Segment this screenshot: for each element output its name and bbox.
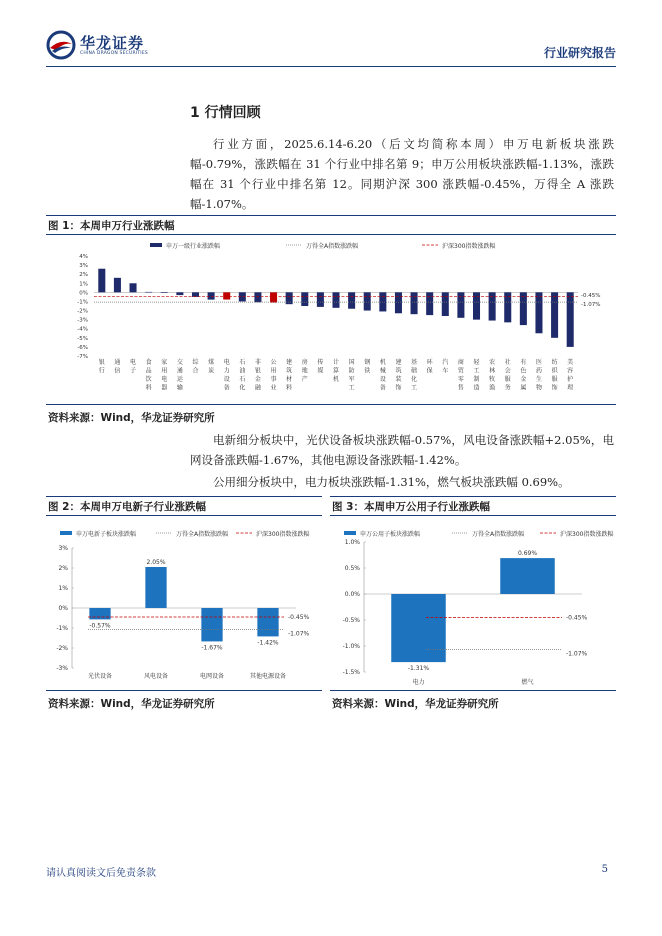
x-tick-label-char: 传 bbox=[317, 359, 324, 366]
brand-name-cn: 华龙证券 bbox=[80, 33, 145, 52]
hs300-label: -0.45% bbox=[581, 292, 601, 299]
x-tick-label-char: 事 bbox=[270, 376, 277, 383]
y-tick-label: 3% bbox=[58, 545, 68, 552]
fig2-source: 资料来源：Wind，华龙证券研究所 bbox=[48, 698, 215, 710]
legend-label-hs300: 沪深300指数涨跌幅 bbox=[560, 531, 614, 538]
x-tick-label-char: 交 bbox=[176, 359, 183, 366]
report-type: 行业研究报告 bbox=[543, 46, 616, 60]
x-tick-label-char: 计 bbox=[332, 359, 340, 366]
bar-非银金融 bbox=[254, 292, 261, 302]
x-tick-label-char: 通 bbox=[114, 359, 121, 366]
y-tick-label: 0.5% bbox=[344, 565, 360, 572]
x-tick-label-char: 电 bbox=[130, 359, 137, 366]
bar-社会服务 bbox=[504, 292, 511, 322]
data-label-其他电源设备: -1.42% bbox=[257, 639, 279, 647]
x-tick-label-char: 属 bbox=[520, 384, 527, 392]
bar-传媒 bbox=[317, 292, 324, 307]
x-tick-label-char: 公 bbox=[270, 359, 277, 366]
legend-label-wind-a: 万得全A指数涨跌幅 bbox=[472, 531, 525, 538]
x-tick-label-char: 零 bbox=[457, 376, 464, 383]
bar-燃气 bbox=[500, 558, 555, 594]
wind-a-label: -1.07% bbox=[566, 650, 588, 658]
x-tick-label-char: 融 bbox=[254, 384, 261, 392]
legend-bar-swatch bbox=[344, 531, 356, 535]
x-tick-label-char: 设 bbox=[379, 376, 386, 383]
y-tick-label: -2% bbox=[77, 308, 88, 315]
y-tick-label: 2% bbox=[79, 272, 88, 279]
fig2-bottom-rule bbox=[46, 690, 322, 691]
x-tick-label-char: 社 bbox=[504, 359, 511, 366]
x-tick-label-电网设备: 电网设备 bbox=[199, 673, 225, 680]
data-label-光伏设备: -0.57% bbox=[89, 622, 111, 630]
y-tick-label: -1.5% bbox=[342, 669, 360, 676]
x-tick-label-char: 钢 bbox=[364, 359, 371, 366]
bar-电力设备 bbox=[223, 292, 230, 299]
y-tick-label: -2% bbox=[56, 645, 68, 652]
y-tick-label: 1.0% bbox=[344, 539, 360, 546]
x-tick-label-char: 务 bbox=[504, 384, 511, 392]
x-tick-label-char: 础 bbox=[411, 367, 418, 375]
x-tick-label-char: 国 bbox=[348, 359, 355, 366]
x-tick-label-char: 器 bbox=[161, 384, 168, 392]
bar-光伏设备 bbox=[89, 608, 110, 619]
x-tick-label-char: 商 bbox=[457, 359, 464, 366]
x-tick-label-char: 家 bbox=[161, 359, 168, 366]
x-tick-label-char: 设 bbox=[223, 376, 230, 383]
paragraph-industry: 行业方面，2025.6.14-6.20（后文均简称本周）申万电新板块涨跌幅-0.79%，涨跌幅在 31 个行业中排名第 9；申万公用板块涨跌幅-1.13%，涨跌幅在 31 个行业中排名第 12。同期沪深 300 涨跌幅-0.45%，万得全 A 涨跌幅-1.07%。 bbox=[190, 137, 614, 211]
fig3-bottom-rule bbox=[330, 690, 616, 691]
x-tick-label-char: 饮 bbox=[145, 376, 152, 383]
x-tick-label-char: 电 bbox=[161, 376, 168, 383]
x-tick-label-char: 品 bbox=[145, 367, 152, 375]
x-tick-label-char: 筑 bbox=[286, 367, 293, 375]
wind-a-label: -1.07% bbox=[581, 302, 601, 309]
legend-label-sector: 申万公用子板块涨跌幅 bbox=[360, 531, 421, 538]
x-tick-label-char: 环 bbox=[426, 359, 433, 366]
x-tick-label-char: 纺 bbox=[551, 359, 558, 366]
fig1-top-rule bbox=[46, 215, 616, 216]
x-tick-label-char: 物 bbox=[535, 384, 542, 392]
fig2-caption: 图 2：本周申万电新子行业涨跌幅 bbox=[48, 501, 206, 513]
hs300-label: -0.45% bbox=[288, 614, 310, 621]
bar-其他电源设备 bbox=[257, 608, 278, 636]
bar-电力 bbox=[391, 594, 446, 662]
header-divider bbox=[46, 66, 616, 67]
x-tick-label-char: 牧 bbox=[489, 376, 496, 383]
paragraph-utilities: 公用细分板块中，电力板块涨跌幅-1.31%，燃气板块涨跌幅 0.69%。 bbox=[213, 475, 570, 489]
bar-石油石化 bbox=[239, 292, 246, 301]
legend-label-hs300: 沪深300指数涨跌幅 bbox=[442, 243, 496, 250]
x-tick-label-char: 算 bbox=[332, 367, 340, 375]
x-tick-label-光伏设备: 光伏设备 bbox=[87, 673, 113, 680]
x-tick-label-char: 基 bbox=[411, 359, 418, 366]
x-tick-label-char: 媒 bbox=[317, 367, 324, 375]
fig3-caption-rule bbox=[330, 515, 616, 516]
bar-银行 bbox=[98, 269, 105, 293]
data-label-电网设备: -1.67% bbox=[201, 644, 223, 652]
y-tick-label: 2% bbox=[58, 565, 68, 572]
x-tick-label-char: 金 bbox=[520, 376, 527, 383]
x-tick-label-char: 备 bbox=[223, 384, 230, 392]
y-tick-label: -0.5% bbox=[342, 617, 360, 624]
legend-label-sector: 申万电新子板块涨跌幅 bbox=[76, 531, 137, 538]
x-tick-label-char: 电 bbox=[223, 359, 230, 366]
x-tick-label-char: 炭 bbox=[208, 367, 215, 375]
x-tick-label-char: 建 bbox=[286, 359, 293, 366]
bar-有色金属 bbox=[520, 292, 527, 325]
y-tick-label: -7% bbox=[77, 354, 88, 360]
x-tick-label-char: 医 bbox=[535, 359, 542, 366]
brand-name-en: CHINA DRAGON SECURITIES bbox=[80, 50, 148, 56]
bar-电子 bbox=[130, 283, 137, 292]
y-tick-label: 4% bbox=[79, 254, 88, 260]
x-tick-label-char: 工 bbox=[348, 384, 355, 392]
bar-计算机 bbox=[332, 292, 339, 307]
x-tick-label-char: 机 bbox=[379, 359, 386, 366]
x-tick-label-char: 贸 bbox=[457, 367, 464, 375]
x-tick-label-燃气: 燃气 bbox=[521, 679, 534, 686]
x-tick-label-char: 会 bbox=[504, 367, 511, 375]
data-label-电力: -1.31% bbox=[407, 665, 430, 673]
fig3-source: 资料来源：Wind，华龙证券研究所 bbox=[332, 698, 499, 710]
y-tick-label: -1.0% bbox=[342, 643, 360, 650]
x-tick-label-char: 石 bbox=[239, 376, 246, 383]
fig1-caption-rule bbox=[46, 234, 616, 235]
x-tick-label-char: 容 bbox=[567, 367, 574, 375]
x-tick-label-char: 服 bbox=[551, 376, 558, 383]
bar-美容护理 bbox=[567, 292, 574, 347]
x-tick-label-char: 化 bbox=[239, 384, 246, 392]
x-tick-label-char: 建 bbox=[395, 359, 402, 366]
x-tick-label-char: 输 bbox=[176, 384, 183, 392]
brand-logo bbox=[46, 30, 148, 60]
x-tick-label-char: 备 bbox=[379, 384, 386, 392]
hs300-label: -0.45% bbox=[566, 614, 588, 622]
page-number: 5 bbox=[601, 864, 608, 875]
y-tick-label: 3% bbox=[79, 263, 88, 270]
x-tick-label-char: 工 bbox=[411, 384, 418, 392]
x-tick-label-char: 防 bbox=[348, 367, 355, 375]
x-tick-label-char: 房 bbox=[301, 359, 308, 366]
legend-label-wind-a: 万得全A指数涨跌幅 bbox=[306, 243, 359, 250]
x-tick-label-char: 有 bbox=[520, 359, 527, 366]
bar-风电设备 bbox=[145, 567, 166, 608]
x-tick-label-char: 机 bbox=[332, 376, 340, 383]
x-tick-label-char: 装 bbox=[395, 376, 402, 383]
footer-disclaimer: 请认真阅读文后免责条款 bbox=[46, 868, 156, 879]
x-tick-label-char: 美 bbox=[567, 359, 574, 366]
bar-建筑装饰 bbox=[395, 292, 402, 313]
bar-汽车 bbox=[442, 292, 449, 316]
x-tick-label-char: 力 bbox=[223, 367, 230, 375]
x-tick-label-char: 理 bbox=[567, 384, 574, 392]
legend-label-hs300: 沪深300指数涨跌幅 bbox=[256, 531, 310, 538]
x-tick-label-char: 金 bbox=[254, 376, 261, 383]
bar-电网设备 bbox=[201, 608, 222, 641]
x-tick-label-char: 制 bbox=[473, 376, 480, 383]
x-tick-label-char: 筑 bbox=[395, 367, 402, 375]
bar-交通运输 bbox=[176, 292, 183, 295]
fig1-bottom-rule bbox=[46, 404, 616, 405]
x-tick-label-char: 银 bbox=[98, 359, 105, 366]
y-tick-label: -4% bbox=[77, 326, 88, 333]
x-tick-label-char: 行 bbox=[98, 367, 105, 375]
fig2-top-rule bbox=[46, 496, 322, 497]
bar-房地产 bbox=[301, 292, 308, 306]
dragon-logo-icon bbox=[46, 30, 76, 60]
fig1-chart bbox=[46, 236, 616, 402]
x-tick-label-char: 石 bbox=[239, 359, 246, 366]
legend-bar-swatch bbox=[150, 243, 162, 247]
x-tick-label-char: 业 bbox=[270, 384, 277, 392]
bar-煤炭 bbox=[208, 292, 215, 299]
data-label-燃气: 0.69% bbox=[517, 550, 538, 558]
bar-基础化工 bbox=[411, 292, 418, 314]
x-tick-label-char: 合 bbox=[192, 367, 199, 375]
x-tick-label-char: 汽 bbox=[442, 359, 449, 366]
x-tick-label-电力: 电力 bbox=[412, 679, 425, 686]
wind-a-label: -1.07% bbox=[288, 630, 310, 638]
x-tick-label-风电设备: 风电设备 bbox=[143, 673, 169, 680]
fig3-top-rule bbox=[330, 496, 616, 497]
x-tick-label-char: 农 bbox=[489, 359, 496, 366]
y-tick-label: -5% bbox=[77, 335, 88, 342]
x-tick-label-char: 用 bbox=[270, 367, 277, 375]
x-tick-label-char: 铁 bbox=[364, 367, 371, 375]
fig3-caption: 图 3：本周申万公用子行业涨跌幅 bbox=[332, 501, 490, 513]
x-tick-label-char: 军 bbox=[348, 376, 355, 383]
x-tick-label-char: 药 bbox=[535, 367, 542, 375]
x-tick-label-char: 林 bbox=[489, 367, 496, 375]
x-tick-label-char: 用 bbox=[161, 367, 168, 375]
section-title: 1 行情回顾 bbox=[190, 105, 261, 121]
y-tick-label: 0% bbox=[79, 290, 88, 297]
x-tick-label-其他电源设备: 其他电源设备 bbox=[249, 673, 287, 680]
fig2-caption-rule bbox=[46, 515, 322, 516]
legend-bar-swatch bbox=[60, 531, 72, 535]
x-tick-label-char: 食 bbox=[145, 359, 152, 366]
x-tick-label-char: 运 bbox=[176, 376, 183, 383]
x-tick-label-char: 料 bbox=[145, 384, 152, 392]
y-tick-label: 1% bbox=[79, 281, 88, 288]
bar-环保 bbox=[426, 292, 433, 315]
x-tick-label-char: 化 bbox=[411, 376, 418, 383]
x-tick-label-char: 造 bbox=[473, 384, 480, 392]
x-tick-label-char: 材 bbox=[286, 376, 293, 383]
bar-医药生物 bbox=[535, 292, 542, 333]
bar-通信 bbox=[114, 278, 121, 293]
x-tick-label-char: 织 bbox=[551, 367, 558, 375]
x-tick-label-char: 信 bbox=[114, 367, 121, 375]
x-tick-label-char: 渔 bbox=[489, 384, 496, 392]
x-tick-label-char: 车 bbox=[442, 367, 449, 375]
bar-国防军工 bbox=[348, 292, 355, 308]
x-tick-label-char: 煤 bbox=[208, 359, 215, 366]
x-tick-label-char: 通 bbox=[176, 367, 183, 375]
x-tick-label-char: 轻 bbox=[473, 359, 480, 366]
legend-label-sector: 申万一级行业涨跌幅 bbox=[166, 243, 221, 250]
x-tick-label-char: 饰 bbox=[395, 384, 402, 392]
legend-label-wind-a: 万得全A指数涨跌幅 bbox=[176, 531, 229, 538]
y-tick-label: -3% bbox=[77, 317, 88, 324]
x-tick-label-char: 综 bbox=[192, 359, 199, 366]
paragraph-power-equipment: 电新细分板块中，光伏设备板块涨跌幅-0.57%，风电设备涨跌幅+2.05%，电网设备涨跌幅-1.67%，其他电源设备涨跌幅-1.42%。 bbox=[190, 433, 614, 467]
data-label-风电设备: 2.05% bbox=[146, 559, 166, 566]
x-tick-label-char: 售 bbox=[457, 384, 464, 392]
x-tick-label-char: 银 bbox=[254, 367, 261, 375]
x-tick-label-char: 色 bbox=[520, 367, 527, 375]
bar-纺织服饰 bbox=[551, 292, 558, 337]
x-tick-label-char: 子 bbox=[130, 367, 137, 375]
x-tick-label-char: 保 bbox=[426, 367, 433, 375]
x-tick-label-char: 地 bbox=[301, 367, 308, 375]
bar-钢铁 bbox=[364, 292, 371, 310]
bar-家用电器 bbox=[161, 292, 168, 293]
x-tick-label-char: 非 bbox=[254, 359, 261, 366]
bar-公用事业 bbox=[270, 292, 277, 302]
bar-食品饮料 bbox=[145, 292, 152, 293]
x-tick-label-char: 护 bbox=[567, 376, 574, 383]
y-tick-label: -6% bbox=[77, 344, 88, 351]
y-tick-label: -3% bbox=[56, 665, 68, 672]
fig3-chart bbox=[330, 518, 616, 688]
y-tick-label: 0% bbox=[58, 605, 68, 612]
y-tick-label: 0.0% bbox=[344, 591, 360, 598]
y-tick-label: -1% bbox=[77, 299, 88, 306]
x-tick-label-char: 生 bbox=[535, 376, 542, 383]
fig1-caption: 图 1：本周申万行业涨跌幅 bbox=[48, 220, 175, 232]
fig1-source: 资料来源：Wind，华龙证券研究所 bbox=[48, 412, 215, 424]
x-tick-label-char: 料 bbox=[286, 384, 293, 392]
y-tick-label: 1% bbox=[58, 585, 68, 592]
x-tick-label-char: 械 bbox=[379, 367, 386, 375]
x-tick-label-char: 工 bbox=[473, 367, 480, 375]
x-tick-label-char: 服 bbox=[504, 376, 511, 383]
y-tick-label: -1% bbox=[56, 625, 68, 632]
x-tick-label-char: 产 bbox=[301, 376, 308, 383]
x-tick-label-char: 油 bbox=[239, 367, 246, 375]
fig2-chart bbox=[46, 518, 322, 688]
x-tick-label-char: 饰 bbox=[551, 384, 558, 392]
